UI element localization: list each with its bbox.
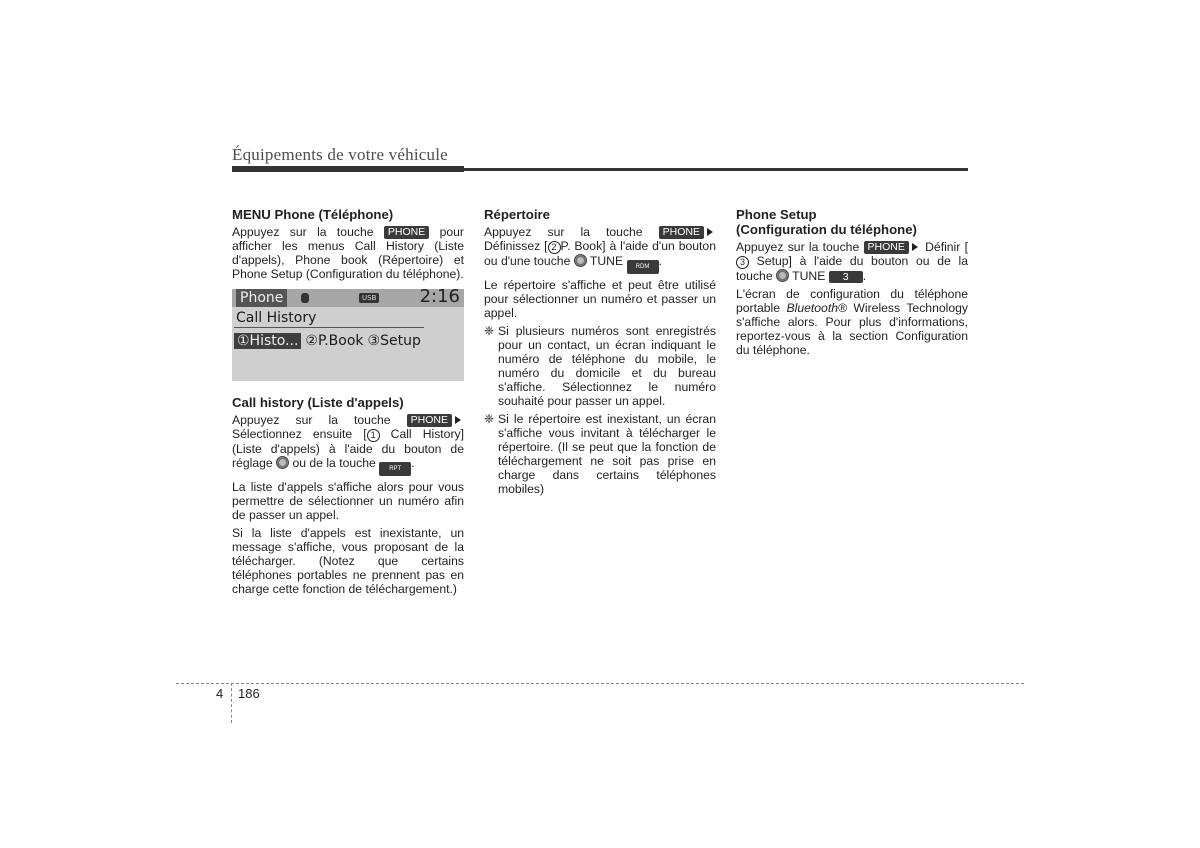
screen-subtitle: Call History — [236, 310, 317, 326]
phone-key-icon: PHONE — [659, 226, 704, 239]
paragraph-call-history — [232, 413, 464, 476]
footer-separator — [231, 683, 232, 723]
text: . — [411, 456, 415, 470]
note-text: Si le répertoire est inexistant, un écran s'affiche vous invitant à télécharger le répertoire. (Il se peut que la fonction de téléchargement ne soit pas prise en charge dans certains téléphones mobiles) — [498, 412, 716, 496]
arrow-right-icon — [707, 228, 713, 236]
phone-screen-illustration — [232, 286, 464, 381]
text: ou de la touche — [289, 456, 376, 470]
bluetooth-icon — [301, 293, 309, 303]
text: . — [862, 269, 867, 283]
note-multiple-numbers — [484, 324, 716, 408]
heading-menu-phone: MENU Phone (Téléphone) — [232, 207, 394, 222]
paragraph-call-list: La liste d'appels s'affiche alors pour vous permettre de sélectionner un numéro afin de passer un appel. — [232, 480, 464, 522]
screen-time: 2:16 — [419, 286, 460, 307]
text: Appuyez sur la touche — [736, 240, 860, 254]
heading-call-history: Call history (Liste d'appels) — [232, 395, 404, 410]
heading-repertoire: Répertoire — [484, 207, 550, 222]
arrow-right-icon — [912, 243, 918, 251]
text: . — [658, 254, 662, 268]
phone-key-icon: PHONE — [384, 226, 429, 239]
number-2-icon: 2 — [548, 241, 561, 254]
paragraph-call-download: Si la liste d'appels est inexistante, un message s'affiche, vous proposant de la télécharger. (Notez que certains téléphones portables ne prennent pas en charge cette fonction de téléchargement.) — [232, 526, 464, 596]
text: Appuyez sur la touche — [232, 225, 374, 239]
paragraph-setup-screen — [736, 287, 968, 357]
text: Appuyez sur la touche — [232, 413, 391, 427]
tune-knob-icon — [276, 456, 289, 469]
note-no-repertoire — [484, 412, 716, 496]
text: L'écran de configuration du téléphone portable — [736, 287, 968, 315]
tune-knob-icon — [776, 269, 789, 282]
screen-menu — [234, 331, 425, 351]
page-number: 186 — [238, 686, 260, 701]
rdm-key-icon: RDM — [627, 260, 659, 274]
text: Définissez [ — [484, 239, 548, 253]
chapter-number: 4 — [216, 686, 224, 701]
screen-menu-item-pbook: ②P.Book — [305, 333, 364, 349]
text: P. Book] à l'aide d'un bouton ou d'une touche — [484, 239, 716, 268]
text: Appuyez sur la touche — [484, 225, 643, 239]
screen-menu-item-setup: ③Setup — [367, 333, 421, 349]
arrow-right-icon — [455, 416, 461, 424]
paragraph-menu-phone — [232, 225, 464, 281]
column-1 — [232, 207, 464, 600]
text: Sélectionnez ensuite [ — [232, 427, 367, 441]
heading-phone-setup-sub: (Configuration du téléphone) — [736, 222, 917, 237]
column-3 — [736, 207, 968, 361]
note-mark-icon: ❈ — [484, 412, 495, 426]
paragraph-phone-setup — [736, 240, 968, 283]
text: TUNE — [586, 254, 624, 268]
usb-icon: USB — [359, 293, 379, 303]
text: Call History] (Liste d'appels) à l'aide du bouton de réglage — [232, 427, 465, 470]
number-1-icon: 1 — [367, 429, 380, 442]
note-text: Si plusieurs numéros sont enregistrés pour un contact, un écran indiquant le numéro de téléphone du mobile, le numéro du domicile et du bureau s'affiche. Sélectionnez le numéro souhaité pour passer un appel. — [498, 324, 716, 408]
page-header-title: Équipements de votre véhicule — [232, 145, 448, 164]
screen-divider — [234, 327, 424, 328]
column-2 — [484, 207, 716, 500]
rpt-key-icon: RPT — [379, 462, 411, 476]
text: Définir [ — [925, 240, 968, 254]
footer-rule — [176, 683, 1024, 684]
text: Wireless Technology s'affiche alors. Pour plus d'informations, reportez-vous à la section Configuration du téléphone. — [736, 301, 968, 357]
number-3-icon: 3 — [736, 256, 749, 269]
screen-title: Phone — [236, 289, 287, 307]
phone-key-icon: PHONE — [407, 414, 452, 427]
phone-key-icon: PHONE — [864, 241, 909, 254]
text: TUNE — [788, 269, 826, 283]
note-mark-icon: ❈ — [484, 324, 495, 338]
preset-3-key-icon: 3 — [829, 271, 863, 283]
tune-knob-icon — [574, 254, 587, 267]
text: pour afficher les menus Call History (Liste d'appels), Phone book (Répertoire) et Phone Setup (Configuration du téléphone). — [232, 225, 464, 281]
screen-menu-item-history: ①Histo... — [234, 333, 301, 349]
text: Setup] à l'aide du bouton ou de la touche — [736, 254, 968, 283]
paragraph-repertoire — [484, 225, 716, 274]
header-rule-accent — [232, 166, 464, 172]
heading-phone-setup: Phone Setup — [736, 207, 817, 222]
bluetooth-brand: Bluetooth® — [786, 301, 847, 315]
paragraph-repertoire-display: Le répertoire s'affiche et peut être utilisé pour sélectionner un numéro et passer un appel. — [484, 278, 716, 320]
